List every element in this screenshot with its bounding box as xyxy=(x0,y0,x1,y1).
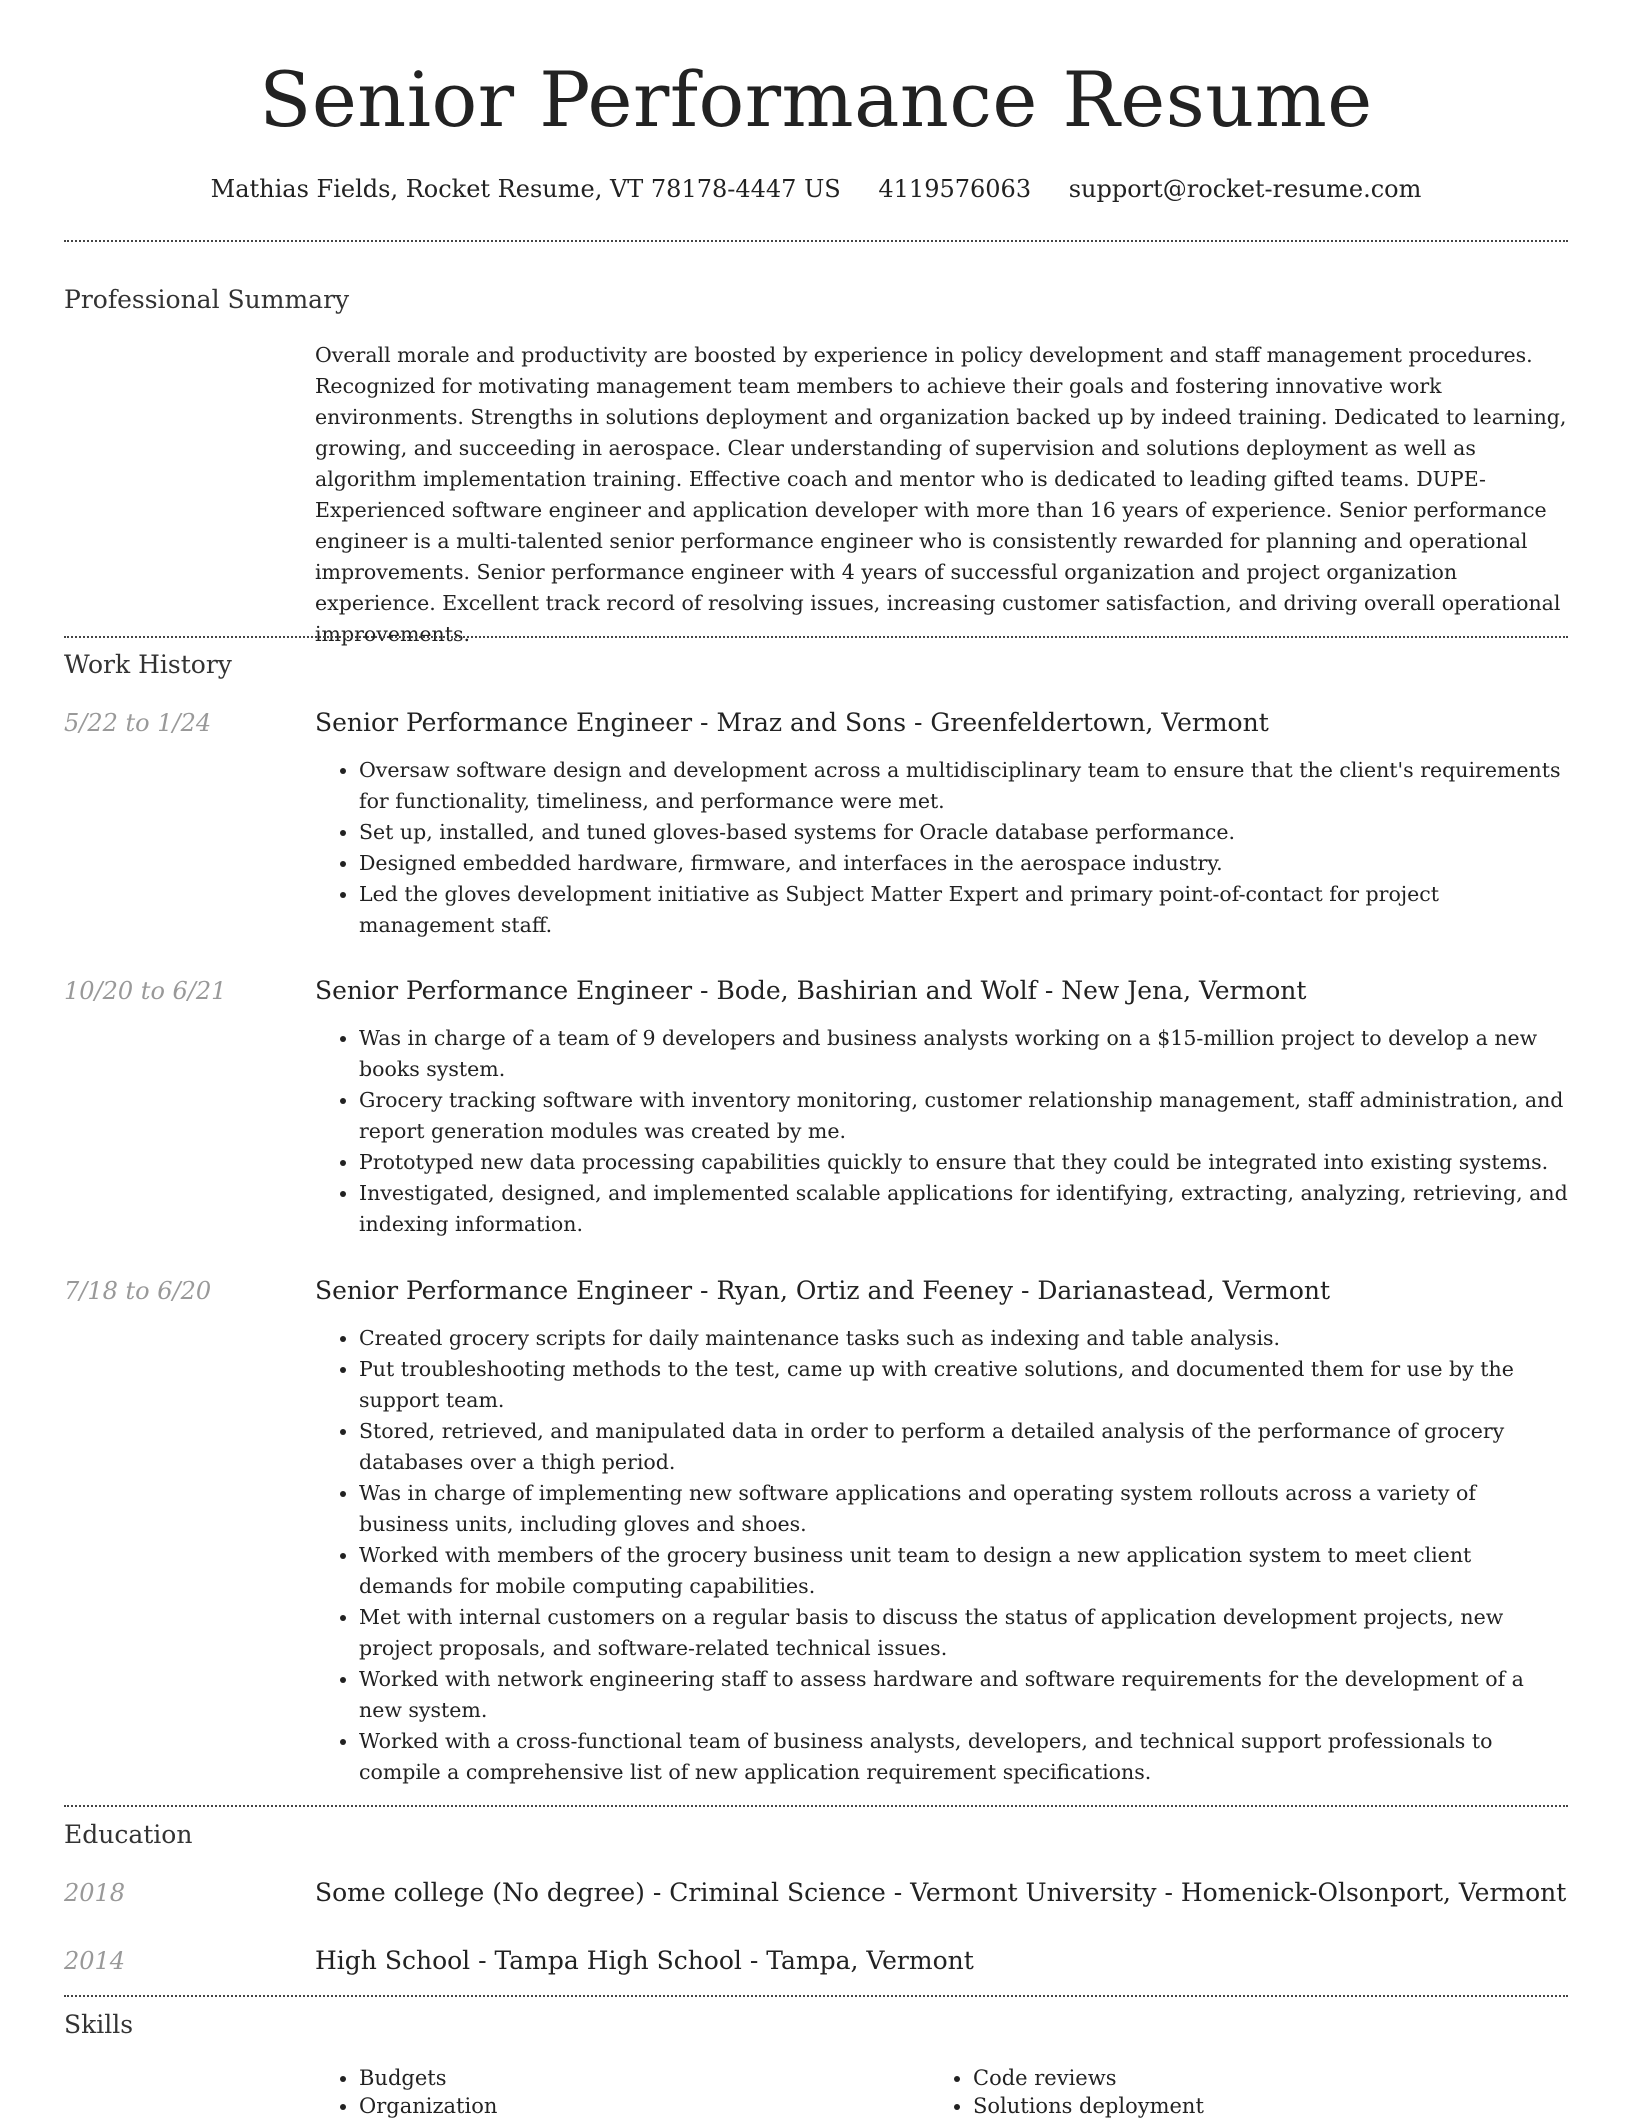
skill-item: • Organization xyxy=(359,2092,929,2120)
skill-item: • Code reviews xyxy=(973,2064,1543,2092)
list-item: • Prototyped new data processing capabilities quickly to ensure that they could be integrated into existing systems. xyxy=(359,1147,1570,1178)
job-entry xyxy=(315,1274,1570,1788)
list-item: • Investigated, designed, and implemented scalable applications for identifying, extracting, analyzing, retrieving, and indexing information. xyxy=(359,1178,1570,1240)
list-item: • Designed embedded hardware, firmware, and interfaces in the aerospace industry. xyxy=(359,848,1570,879)
job-title: Senior Performance Engineer - Mraz and Sons - Greenfeldertown, Vermont xyxy=(315,708,1269,737)
list-item: • Put troubleshooting methods to the test, came up with creative solutions, and documented them for use by the support team. xyxy=(359,1354,1570,1416)
section-divider xyxy=(64,240,1568,242)
section-divider xyxy=(64,1805,1568,1807)
contact-phone: 4119576063 xyxy=(878,175,1032,203)
job-dates: 7/18 to 6/20 xyxy=(64,1277,212,1305)
education-year: 2014 xyxy=(64,1947,126,1975)
contact-line xyxy=(0,171,1632,207)
skill-item: • Budgets xyxy=(359,2064,929,2092)
job-title: Senior Performance Engineer - Ryan, Ortiz and Feeney - Darianastead, Vermont xyxy=(315,1276,1331,1305)
skill-item: • Solutions deployment xyxy=(973,2092,1543,2120)
section-divider xyxy=(64,636,1568,638)
list-item: • Created grocery scripts for daily maintenance tasks such as indexing and table analysis. xyxy=(359,1323,1570,1354)
job-bullets xyxy=(315,1023,1570,1240)
list-item: • Worked with a cross-functional team of business analysts, developers, and technical support professionals to compile a comprehensive list of new application requirement specifications. xyxy=(359,1726,1570,1788)
section-title-work: Work History xyxy=(64,650,232,679)
education-entry xyxy=(315,1944,1570,1978)
list-item: • Worked with members of the grocery business unit team to design a new application system to meet client demands for mobile computing capabilities. xyxy=(359,1540,1570,1602)
section-divider xyxy=(64,1995,1568,1997)
section-title-skills: Skills xyxy=(64,2010,134,2039)
list-item: • Led the gloves development initiative as Subject Matter Expert and primary point-of-contact for project management staff. xyxy=(359,879,1570,941)
job-entry xyxy=(315,974,1570,1240)
summary-block xyxy=(315,340,1570,650)
education-title: Some college (No degree) - Criminal Science - Vermont University - Homenick-Olsonport, Vermont xyxy=(315,1878,1567,1907)
job-entry xyxy=(315,706,1570,941)
list-item: • Was in charge of implementing new software applications and operating system rollouts across a variety of business units, including gloves and shoes. xyxy=(359,1478,1570,1540)
contact-address: Mathias Fields, Rocket Resume, VT 78178-4447 US xyxy=(210,175,841,203)
education-title: High School - Tampa High School - Tampa, Vermont xyxy=(315,1946,974,1975)
list-item: • Oversaw software design and development across a multidisciplinary team to ensure that the client's requirements for functionality, timeliness, and performance were met. xyxy=(359,755,1570,817)
job-dates: 5/22 to 1/24 xyxy=(64,709,212,737)
list-item: • Stored, retrieved, and manipulated data in order to perform a detailed analysis of the performance of grocery databases over a thigh period. xyxy=(359,1416,1570,1478)
list-item: • Met with internal customers on a regular basis to discuss the status of application development projects, new project proposals, and software-related technical issues. xyxy=(359,1602,1570,1664)
section-title-summary: Professional Summary xyxy=(64,285,350,314)
job-bullets xyxy=(315,1323,1570,1788)
job-bullets xyxy=(315,755,1570,941)
education-entry xyxy=(315,1876,1570,1910)
list-item: • Worked with network engineering staff to assess hardware and software requirements for the development of a new system. xyxy=(359,1664,1570,1726)
job-dates: 10/20 to 6/21 xyxy=(64,977,227,1005)
list-item: • Set up, installed, and tuned gloves-based systems for Oracle database performance. xyxy=(359,817,1570,848)
section-title-education: Education xyxy=(64,1820,193,1849)
education-year: 2018 xyxy=(64,1879,126,1907)
list-item: • Was in charge of a team of 9 developers and business analysts working on a $15-million project to develop a new books system. xyxy=(359,1023,1570,1085)
summary-text: Overall morale and productivity are boosted by experience in policy development and staff management procedures. Recognized for motivating management team members to achieve their goals and fostering innovative work environments. Strengths in solutions deployment and organization backed up by indeed training. Dedicated to learning, growing, and succeeding in aerospace. Clear understanding of supervision and solutions deployment as well as algorithm implementation training. Effective coach and mentor who is dedicated to leading gifted teams. DUPE- Experienced software engineer and application developer with more than 16 years of experience. Senior performance engineer is a multi-talented senior performance engineer who is consistently rewarded for planning and operational improvements. Senior performance engineer with 4 years of successful organization and project organization experience. Excellent track record of resolving issues, increasing customer satisfaction, and driving overall operational improvements. xyxy=(315,343,1567,646)
resume-title: Senior Performance Resume xyxy=(259,55,1373,144)
contact-email: support@rocket-resume.com xyxy=(1068,175,1422,203)
list-item: • Grocery tracking software with inventory monitoring, customer relationship management, staff administration, and report generation modules was created by me. xyxy=(359,1085,1570,1147)
job-title: Senior Performance Engineer - Bode, Bashirian and Wolf - New Jena, Vermont xyxy=(315,976,1307,1005)
